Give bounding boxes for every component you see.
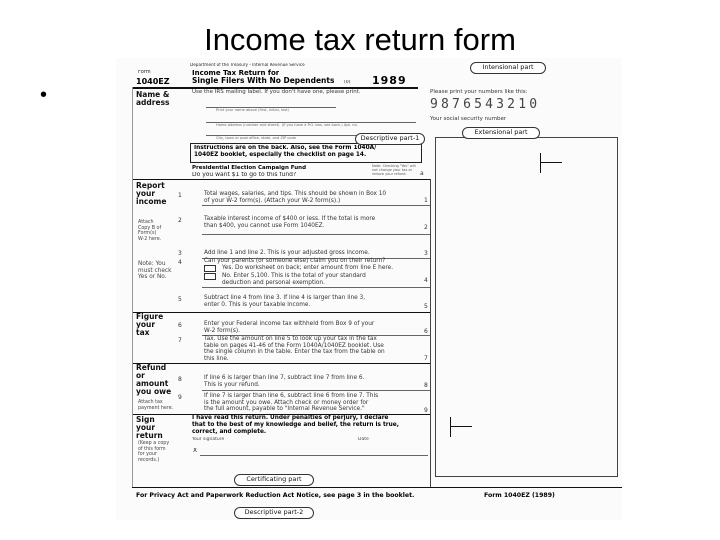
form-year: 1989 — [372, 75, 407, 87]
campaign-title: Presidential Election Campaign Fund — [192, 165, 307, 171]
line-4-yes: Yes. Do worksheet on back; enter amount from line E here. — [222, 265, 394, 271]
line-4-no: No. Enter 5,100. This is the total of your standard deduction and personal exemption. — [222, 273, 366, 286]
label-descriptive-1: Descriptive part-1 — [355, 133, 425, 145]
line-5-box: 5 — [424, 303, 428, 310]
line-1: Total wages, salaries, and tips. This should be shown in Box 10 of your W-2 form(s). (Attach your W-2 form(s).) — [204, 191, 387, 204]
attach-tax-note: Attach tax payment here. — [138, 400, 174, 411]
line-2-box: 2 — [424, 224, 428, 231]
form-title-1: Income Tax Return for — [192, 69, 280, 77]
name-section: Name & address — [136, 90, 170, 107]
signature-label: Your signature — [192, 437, 225, 442]
attach-note: Attach Copy B of Form(s) W-2 here. — [138, 220, 162, 242]
report-section: Report your income — [136, 181, 167, 206]
date-label: Date — [358, 437, 369, 442]
line-8-box: 8 — [424, 382, 428, 389]
line-num-3: 3 — [178, 250, 182, 257]
sign-x: X — [193, 448, 198, 454]
line-num-6: 6 — [178, 322, 182, 329]
line-4: Can your parents (or someone else) claim you on their return? — [204, 258, 386, 264]
campaign-question: Do you want $1 to go to this fund? — [192, 172, 297, 178]
footer-notice: For Privacy Act and Paperwork Reduction Act Notice, see page 3 in the booklet. — [136, 492, 415, 499]
line-num-7: 7 — [178, 337, 182, 344]
form-dept: Department of the Treasury - Internal Revenue Service — [190, 63, 305, 67]
first-name-caption: Print your name above (first, initial, last) — [216, 108, 289, 112]
line-3: Add line 1 and line 2. This is your adjusted gross income. — [204, 250, 370, 256]
tax-form-scan — [116, 58, 622, 520]
line-9: If line 7 is larger than line 6, subtract line 6 from line 7. This is the amount you owe. Attach check or money order for the full amount, payable to "Internal Revenue Service." — [204, 393, 379, 413]
line-4-box: 4 — [424, 277, 428, 284]
footer-form: Form 1040EZ (1989) — [484, 492, 555, 499]
form-title-2: Single Filers With No Dependents — [192, 77, 335, 85]
slide-title: Income tax return form — [204, 22, 516, 57]
sign-note: (Keep a copy of this form for your records.) — [138, 441, 170, 463]
refund-section: Refund or amount you owe — [136, 363, 172, 396]
campaign-yes-mark: a — [420, 170, 424, 177]
sign-section: Sign your return — [136, 415, 163, 440]
line-num-5: 5 — [178, 296, 182, 303]
line-2: Taxable interest income of $400 or less. If the total is more than $400, you cannot use Form 1040EZ. — [204, 216, 376, 229]
label-certificating: Certificating part — [234, 474, 314, 486]
ssn-digits: 9876543210 — [430, 97, 541, 112]
line-6-box: 6 — [424, 328, 428, 335]
campaign-note: Note: Checking "Yes" will not change your tax or reduce your refund. — [372, 164, 416, 177]
instructions: Instructions are on the back. Also, see the Form 1040A/ 1040EZ booklet, especially the checklist on page 14. — [194, 145, 377, 158]
line-1-box: 1 — [424, 197, 428, 204]
form-year-sup: (0) — [344, 80, 351, 85]
checkbox-yes[interactable] — [204, 265, 216, 272]
line-8: If line 6 is larger than line 7, subtract line 7 from line 6. This is your refund. — [204, 375, 365, 388]
line-num-1: 1 — [178, 192, 182, 199]
line-num-8: 8 — [178, 376, 182, 383]
print-numbers: Please print your numbers like this: — [430, 89, 528, 95]
label-extensional: Extensional part — [462, 127, 540, 139]
line-3-box: 3 — [424, 250, 428, 257]
line-num-4: 4 — [178, 259, 182, 266]
line-7: Tax. Use the amount on line 5 to look up your tax in the tax table on pages 41-46 of the Form 1040A/1040EZ booklet. Use the single column in the table. Enter the tax from the table on this line. — [204, 336, 385, 362]
declaration: I have read this return. Under penalties of perjury, I declare that to the best of my knowledge and belief, the return is true, correct, and complete. — [192, 415, 399, 435]
ssn-caption: Your social security number — [430, 116, 507, 122]
city-caption: City, town or post office, state, and ZIP code — [216, 136, 296, 140]
form-number: 1040EZ — [136, 77, 170, 86]
checkbox-no[interactable] — [204, 273, 216, 280]
line-5: Subtract line 4 from line 3. If line 4 is larger than line 3, enter 0. This is your taxable income. — [204, 295, 366, 308]
line-6: Enter your Federal income tax withheld from Box 9 of your W-2 form(s). — [204, 321, 375, 334]
line-9-box: 9 — [424, 407, 428, 414]
label-intensional: Intensional part — [470, 62, 546, 74]
line-num-9: 9 — [178, 394, 182, 401]
form-label: Form — [138, 70, 151, 75]
figure-section: Figure your tax — [136, 312, 164, 337]
note-yes-no: Note: You must check Yes or No. — [138, 261, 172, 280]
line-7-box: 7 — [424, 355, 428, 362]
use-label: Use the IRS mailing label. If you don't have one, please print. — [192, 89, 361, 95]
line-num-2: 2 — [178, 217, 182, 224]
address-caption: Home address (number and street). (If you have a P.O. box, see back.) Apt. no. — [216, 123, 358, 127]
label-descriptive-2: Descriptive part-2 — [234, 507, 314, 519]
bullet: • — [40, 84, 48, 106]
